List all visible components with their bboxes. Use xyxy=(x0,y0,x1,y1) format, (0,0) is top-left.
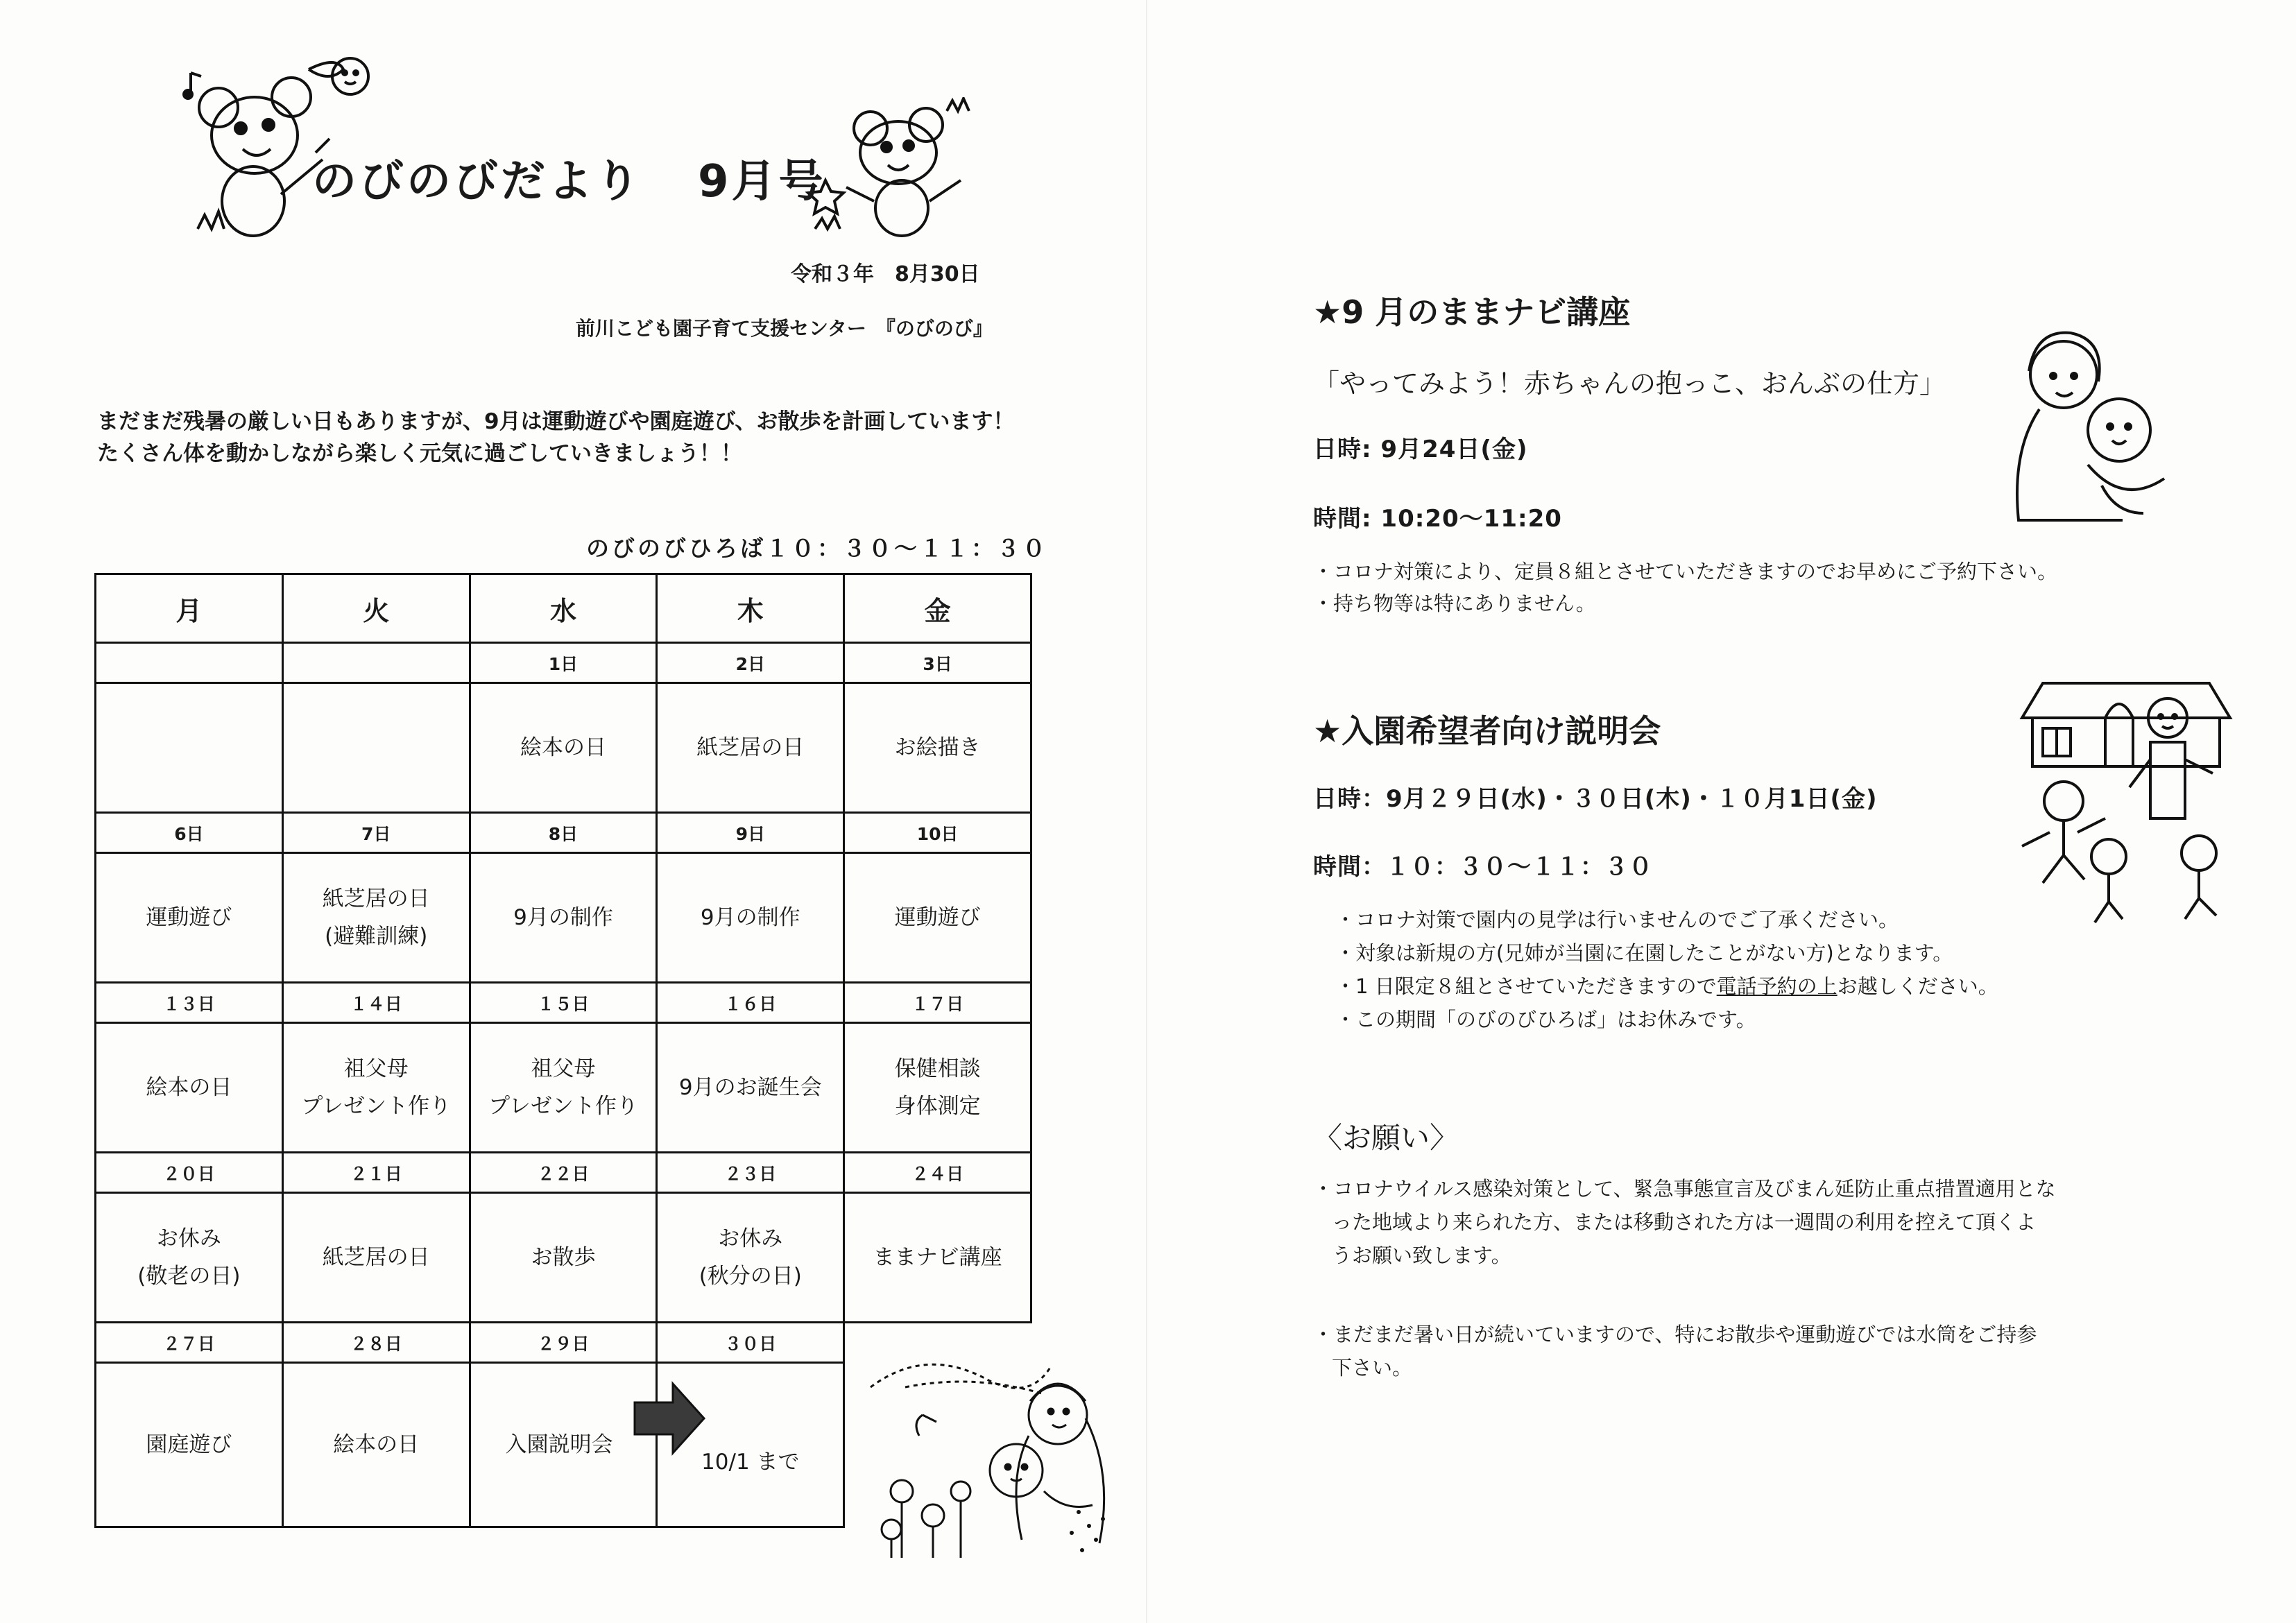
activity-cell xyxy=(282,683,470,813)
requests-heading: 〈お願い〉 xyxy=(1313,1121,1459,1155)
activity-cell: ままナビ講座 xyxy=(844,1193,1031,1323)
activity-cell: 紙芝居の日 xyxy=(282,1193,470,1323)
note-text: ・1 日限定８組とさせていただきますので xyxy=(1335,974,1717,998)
date-row xyxy=(96,1153,1031,1193)
seminar-note: ・持ち物等は特にありません。 xyxy=(1313,592,1596,615)
page-fold xyxy=(1146,0,1147,1623)
title-text: のびのびだより xyxy=(312,156,642,207)
date-cell xyxy=(282,643,470,683)
briefing-note xyxy=(1335,970,1998,1003)
date-cell: 3日 xyxy=(844,643,1031,683)
date-cell: ２９日 xyxy=(470,1323,657,1363)
activity-row xyxy=(96,1023,1031,1153)
activity-row xyxy=(96,683,1031,813)
date-row xyxy=(96,643,1031,683)
activity-cell: 保健相談 身体測定 xyxy=(844,1023,1031,1153)
date-cell: ２７日 xyxy=(96,1323,283,1363)
activity-cell: 園庭遊び xyxy=(96,1363,283,1527)
hiroba-time: のびのびひろば１０：３０～１１：３０ xyxy=(586,535,1048,562)
activity-cell xyxy=(96,683,283,813)
seminar-time: 時間: 10:20～11:20 xyxy=(1313,505,1562,533)
activity-cell: お絵描き xyxy=(844,683,1031,813)
activity-cell: 入園説明会 xyxy=(470,1363,657,1527)
activity-cell: 絵本の日 xyxy=(96,1023,283,1153)
issue-label: 9月号 xyxy=(698,156,826,207)
activity-row xyxy=(96,853,1031,983)
activity-cell: 9月の制作 xyxy=(470,853,657,983)
date-cell: ２１日 xyxy=(282,1153,470,1193)
mother-holding-baby-illustration xyxy=(1998,326,2185,534)
weekday-header: 木 xyxy=(657,574,844,643)
activity-cell: 祖父母 プレゼント作り xyxy=(470,1023,657,1153)
activity-cell: 10/1 まで xyxy=(657,1363,844,1527)
mouse-dancing-illustration xyxy=(805,97,999,243)
organization-name: 前川こども園子育て支援センター 『のびのび』 xyxy=(576,317,993,340)
request-item: 下さい。 xyxy=(1332,1356,1413,1380)
date-cell: ２８日 xyxy=(282,1323,470,1363)
activity-cell: 運動遊び xyxy=(844,853,1031,983)
weekday-header-row xyxy=(96,574,1031,643)
date-row xyxy=(96,983,1031,1023)
note-text: お越しください。 xyxy=(1837,974,1998,998)
activity-cell: 絵本の日 xyxy=(470,683,657,813)
arrow-right-icon xyxy=(631,1380,708,1457)
date-cell: 1日 xyxy=(470,643,657,683)
briefing-time: 時間：１０：３０～１１：３０ xyxy=(1313,853,1653,881)
date-cell: ３０日 xyxy=(657,1323,844,1363)
briefing-date: 日時：9月２９日(水)・３０日(木)・１０月1日(金) xyxy=(1313,785,1878,813)
seminar-heading: ★9 月のままナビ講座 xyxy=(1313,293,1631,331)
date-cell: 10日 xyxy=(844,813,1031,853)
mother-baby-flowers-illustration xyxy=(850,1352,1141,1561)
date-cell: ２２日 xyxy=(470,1153,657,1193)
intro-paragraph: まだまだ残暑の厳しい日もありますが、9月は運動遊びや園庭遊び、お散歩を計画しています！ たくさん体を動かしながら楽しく元気に過ごしていきましょう！！ xyxy=(97,409,1036,466)
briefing-note: ・対象は新規の方(兄姉が当園に在園したことがない方)となります。 xyxy=(1335,941,1953,965)
date-cell: ２３日 xyxy=(657,1153,844,1193)
date-cell: １５日 xyxy=(470,983,657,1023)
date-cell: １４日 xyxy=(282,983,470,1023)
weekday-header: 水 xyxy=(470,574,657,643)
date-cell: 8日 xyxy=(470,813,657,853)
request-item: うお願い致します。 xyxy=(1332,1244,1511,1267)
school-children-illustration xyxy=(2015,676,2237,926)
issue-date: 令和３年 8月30日 xyxy=(791,262,980,286)
activity-cell: お休み (敬老の日) xyxy=(96,1193,283,1323)
date-cell: 7日 xyxy=(282,813,470,853)
activity-cell: 祖父母 プレゼント作り xyxy=(282,1023,470,1153)
date-cell: 2日 xyxy=(657,643,844,683)
briefing-note: ・コロナ対策で園内の見学は行いませんのでご了承ください。 xyxy=(1335,908,1899,931)
date-cell: ２０日 xyxy=(96,1153,283,1193)
briefing-heading: ★入園希望者向け説明会 xyxy=(1313,712,1661,750)
date-cell xyxy=(96,643,283,683)
date-cell: １３日 xyxy=(96,983,283,1023)
date-cell: １７日 xyxy=(844,983,1031,1023)
activity-cell: 9月の制作 xyxy=(657,853,844,983)
date-cell: 6日 xyxy=(96,813,283,853)
activity-cell: 9月のお誕生会 xyxy=(657,1023,844,1153)
phone-reservation-text: 電話予約の上 xyxy=(1716,974,1837,998)
weekday-header: 金 xyxy=(844,574,1031,643)
seminar-subtitle: 「やってみよう！赤ちゃんの抱っこ、おんぶの仕方」 xyxy=(1313,368,1946,399)
briefing-note: ・この期間「のびのびひろば」はお休みです。 xyxy=(1335,1008,1756,1031)
activity-cell: 紙芝居の日 xyxy=(657,683,844,813)
request-item: った地域より来られた方、または移動された方は一週間の利用を控えて頂くよ xyxy=(1332,1210,2037,1234)
date-cell: ２４日 xyxy=(844,1153,1031,1193)
seminar-date: 日時: 9月24日(金) xyxy=(1313,436,1528,463)
activity-cell: 紙芝居の日 (避難訓練) xyxy=(282,853,470,983)
activity-cell: 絵本の日 xyxy=(282,1363,470,1527)
activity-row xyxy=(96,1193,1031,1323)
activity-cell: 運動遊び xyxy=(96,853,283,983)
weekday-header: 月 xyxy=(96,574,283,643)
seminar-note: ・コロナ対策により、定員８組とさせていただきますのでお早めにご予約下さい。 xyxy=(1313,560,2058,583)
activity-cell: お散歩 xyxy=(470,1193,657,1323)
weekday-header: 火 xyxy=(282,574,470,643)
date-cell: 9日 xyxy=(657,813,844,853)
date-row xyxy=(96,813,1031,853)
request-item: ・まだまだ暑い日が続いていますので、特にお散歩や運動遊びでは水筒をご持参 xyxy=(1313,1323,2037,1346)
activity-cell: お休み (秋分の日) xyxy=(657,1193,844,1323)
date-cell: １６日 xyxy=(657,983,844,1023)
request-item: ・コロナウイルス感染対策として、緊急事態宣言及びまん延防止重点措置適用とな xyxy=(1313,1177,2056,1201)
newsletter-title xyxy=(312,146,826,209)
